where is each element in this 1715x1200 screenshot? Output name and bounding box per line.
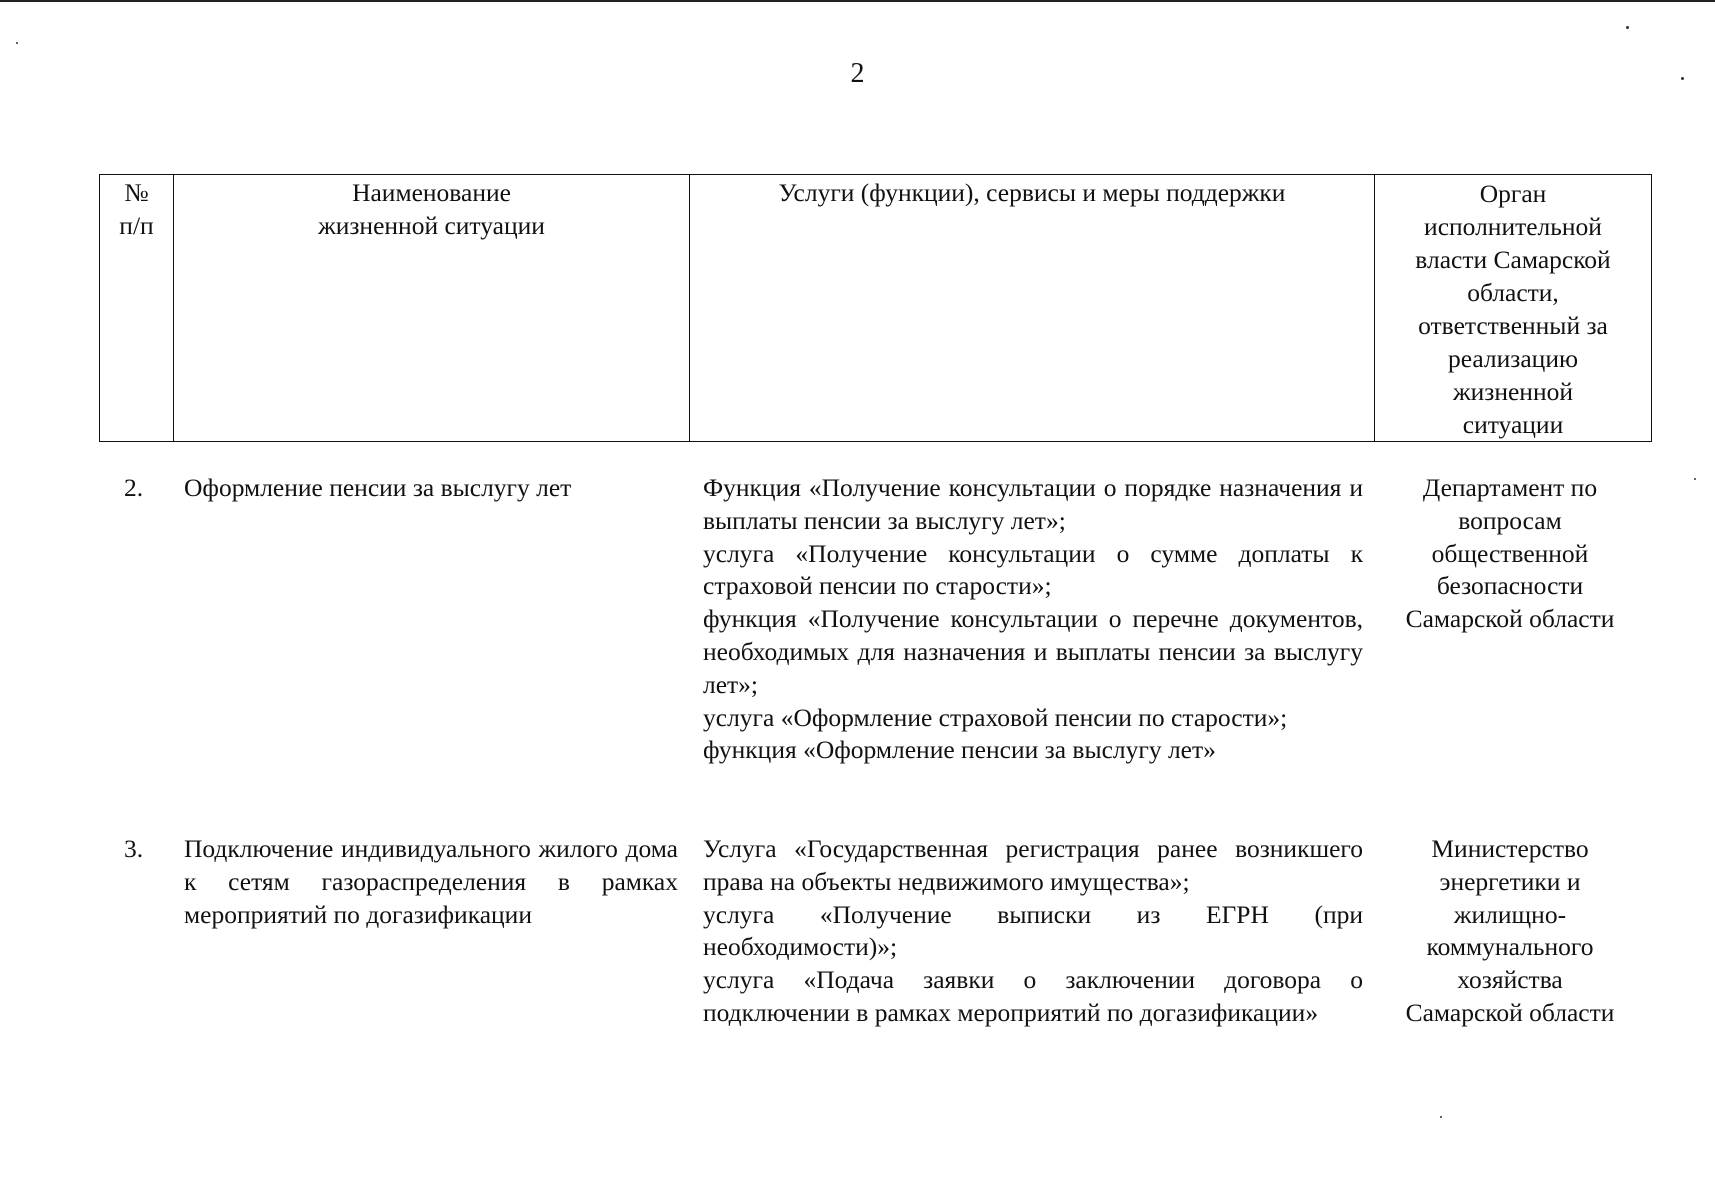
- organ-line: хозяйства: [1457, 965, 1563, 995]
- row-responsible-organ: [1385, 833, 1635, 1030]
- organ-line: коммунального: [1426, 932, 1594, 962]
- organ-line: Самарской области: [1405, 997, 1615, 1027]
- header-cell-responsible-organ: [1375, 175, 1652, 442]
- header-organ-line: ситуации: [1462, 410, 1564, 439]
- header-cell-number: [100, 175, 174, 442]
- header-cell-situation-name: [174, 175, 690, 442]
- header-organ-line: ответственный за: [1418, 311, 1608, 340]
- header-organ-line: власти Самарской: [1415, 245, 1611, 274]
- row-responsible-organ: [1385, 472, 1635, 636]
- row-number: 2.: [124, 473, 144, 502]
- service-item: функция «Оформление пенсии за выслугу лет»: [703, 735, 1216, 765]
- service-item: услуга «Оформление страховой пенсии по старости»;: [703, 702, 1288, 732]
- organ-line: вопросам: [1458, 505, 1562, 535]
- organ-line: Самарской области: [1405, 604, 1615, 634]
- top-border-line: [0, 0, 1715, 2]
- service-item: функция «Получение консультации о перечне документов, необходимых для назначения и выплаты пенсии за выслугу лет»;: [703, 604, 1363, 699]
- service-item: услуга «Получение консультации о сумме доплаты к страховой пенсии по старости»;: [703, 538, 1363, 601]
- organ-line: жилищно-: [1453, 899, 1567, 929]
- row-services: [703, 472, 1363, 767]
- service-item: услуга «Подача заявки о заключении договора о подключении в рамках мероприятий по догазификации»: [703, 965, 1363, 1027]
- row-situation-name: Оформление пенсии за выслугу лет: [184, 473, 572, 502]
- header-number-line: №: [124, 178, 149, 207]
- service-item: услуга «Получение выписки из ЕГРН (при необходимости)»;: [703, 899, 1363, 962]
- scan-speck: [1681, 77, 1684, 80]
- header-name-line: Наименование: [352, 178, 511, 207]
- header-cell-services: [690, 175, 1375, 442]
- scan-speck: [1626, 26, 1629, 29]
- row-services: [703, 833, 1363, 1030]
- scan-speck: [1694, 478, 1696, 480]
- organ-line: общественной: [1431, 538, 1589, 568]
- table-header: [99, 174, 1652, 442]
- organ-line: энергетики и: [1439, 866, 1581, 896]
- organ-line: безопасности: [1436, 571, 1584, 601]
- header-name-line: жизненной ситуации: [318, 211, 545, 240]
- organ-line: Министерство: [1431, 834, 1589, 863]
- header-number-line: п/п: [119, 211, 154, 240]
- organ-line: Департамент по: [1422, 473, 1598, 502]
- header-organ-line: области,: [1467, 278, 1559, 307]
- scan-speck: [16, 42, 18, 44]
- header-organ-line: реализацию: [1447, 344, 1579, 373]
- page-number: 2: [850, 58, 865, 89]
- header-services-line: Услуги (функции), сервисы и меры поддержки: [778, 178, 1286, 207]
- row-number: 3.: [124, 834, 144, 863]
- scan-speck: [1440, 1116, 1442, 1118]
- service-item: Функция «Получение консультации о порядке назначения и выплаты пенсии за выслугу лет»;: [703, 473, 1363, 535]
- row-situation-name: Подключение индивидуального жилого дома к сетям газораспределения в рамках мероприятий по догазификации: [184, 834, 678, 929]
- service-item: Услуга «Государственная регистрация ранее возникшего права на объекты недвижимого имущества»;: [703, 834, 1363, 896]
- header-organ-line: исполнительной: [1424, 212, 1602, 241]
- header-organ-line: Орган: [1479, 179, 1547, 208]
- header-organ-line: жизненной: [1453, 377, 1573, 406]
